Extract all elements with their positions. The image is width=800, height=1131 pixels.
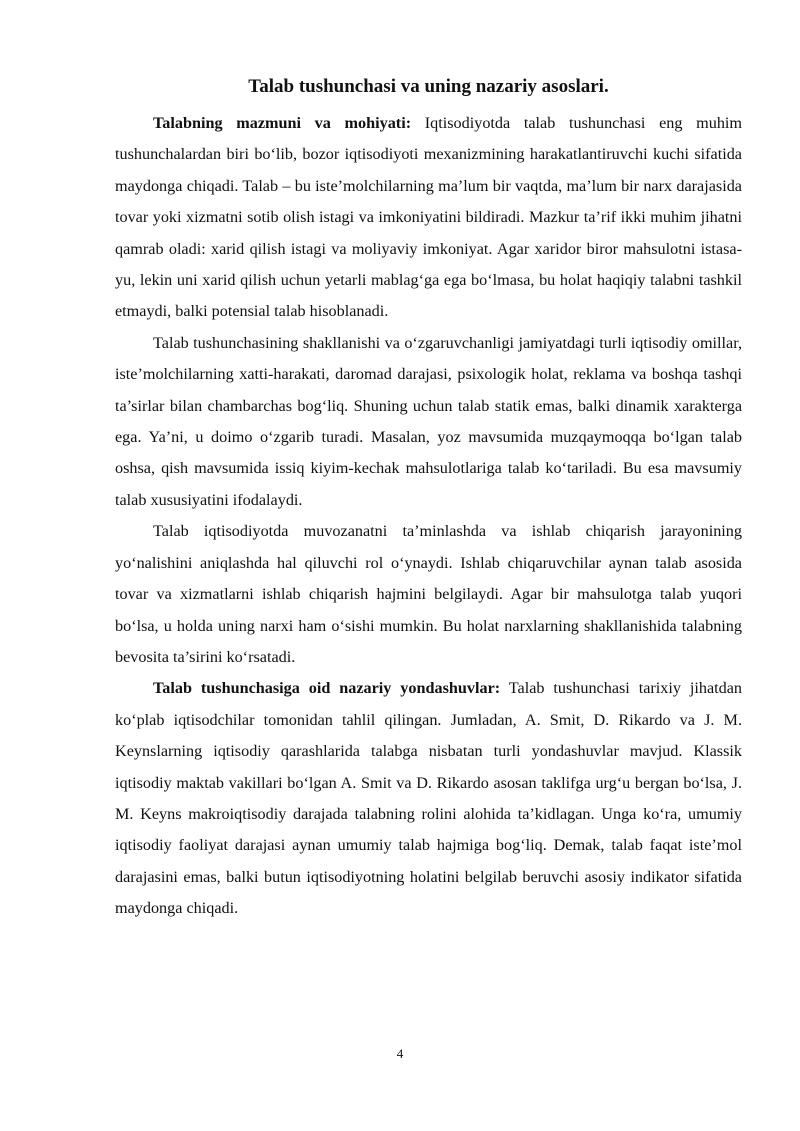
paragraph-essence bbox=[115, 108, 742, 328]
page-number: 4 bbox=[396, 1046, 404, 1061]
document-page bbox=[115, 74, 742, 925]
paragraph-text: Talab tushunchasining shakllanishi va o‘zgaruvchanligi jamiyatdagi turli iqtisodiy omillar, iste’molchilarning xatti-harakati, daromad darajasi, psixologik holat, reklama va boshqa tashqi ta’sirlar bilan chambarchas bog‘liq. Shuning uchun talab statik emas, balki dinamik xarakterga ega. Ya’ni, u doimo o‘zgarib turadi. Masalan, yoz mavsumida muzqaymoqqa bo‘lgan talab oshsa, qish mavsumida issiq kiyim-kechak mahsulotlariga talab ko‘tariladi. Bu esa mavsumiy talab xususiyatini ifodalaydi. bbox=[115, 333, 742, 509]
paragraph-equilibrium bbox=[115, 516, 742, 673]
paragraph-text: Talab iqtisodiyotda muvozanatni ta’minlashda va ishlab chiqarish jarayonining yo‘nalishini aniqlashda hal qiluvchi rol o‘ynaydi. Ishlab chiqaruvchilar aynan talab asosida tovar va xizmatlarni ishlab chiqarish hajmini belgilaydi. Agar bir mahsulotga talab yuqori bo‘lsa, u holda uning narxi ham o‘sishi mumkin. Bu holat narxlarning shakllanishida talabning bevosita ta’sirini ko‘rsatadi. bbox=[115, 522, 742, 666]
paragraph-theories bbox=[115, 673, 742, 924]
paragraph-formation bbox=[115, 328, 742, 516]
paragraph-text: Talab tushunchasi tarixiy jihatdan ko‘plab iqtisodchilar tomonidan tahlil qilingan. Jumladan, A. Smit, D. Rikardo va J. M. Keynslarning iqtisodiy qarashlarida talabga nisbatan turli yondashuvlar mavjud. Klassik iqtisodiy maktab vakillari bo‘lgan A. Smit va D. Rikardo asosan taklifga urg‘u bergan bo‘lsa, J. M. Keyns makroiqtisodiy darajada talabning rolini alohida ta’kidlagan. Unga ko‘ra, umumiy iqtisodiy faoliyat darajasi aynan umumiy talab hajmiga bog‘liq. Demak, talab faqat iste’mol darajasini emas, balki butun iqtisodiyotning holatini belgilab beruvchi asosiy indikator sifatida maydonga chiqadi. bbox=[115, 679, 742, 918]
paragraph-lead-heading: Talabning mazmuni va mohiyati: bbox=[153, 114, 412, 132]
paragraph-text: Iqtisodiyotda talab tushunchasi eng muhim tushunchalardan biri bo‘lib, bozor iqtisodiyoti mexanizmining harakatlantiruvchi kuchi sifatida maydonga chiqadi. Talab – bu iste’molchilarning ma’lum bir vaqtda, ma’lum bir narx darajasida tovar yoki xizmatni sotib olish istagi va imkoniyatini bildiradi. Mazkur ta’rif ikki muhim jihatni qamrab oladi: xarid qilish istagi va moliyaviy imkoniyat. Agar xaridor biror mahsulotni istasa-yu, lekin uni xarid qilish uchun yetarli mablag‘ga ega bo‘lmasa, bu holat haqiqiy talabni tashkil etmaydi, balki potensial talab hisoblanadi. bbox=[115, 114, 743, 321]
paragraph-lead-heading: Talab tushunchasiga oid nazariy yondashuvlar: bbox=[153, 679, 501, 698]
page-title: Talab tushunchasi va uning nazariy asoslari. bbox=[248, 76, 609, 97]
